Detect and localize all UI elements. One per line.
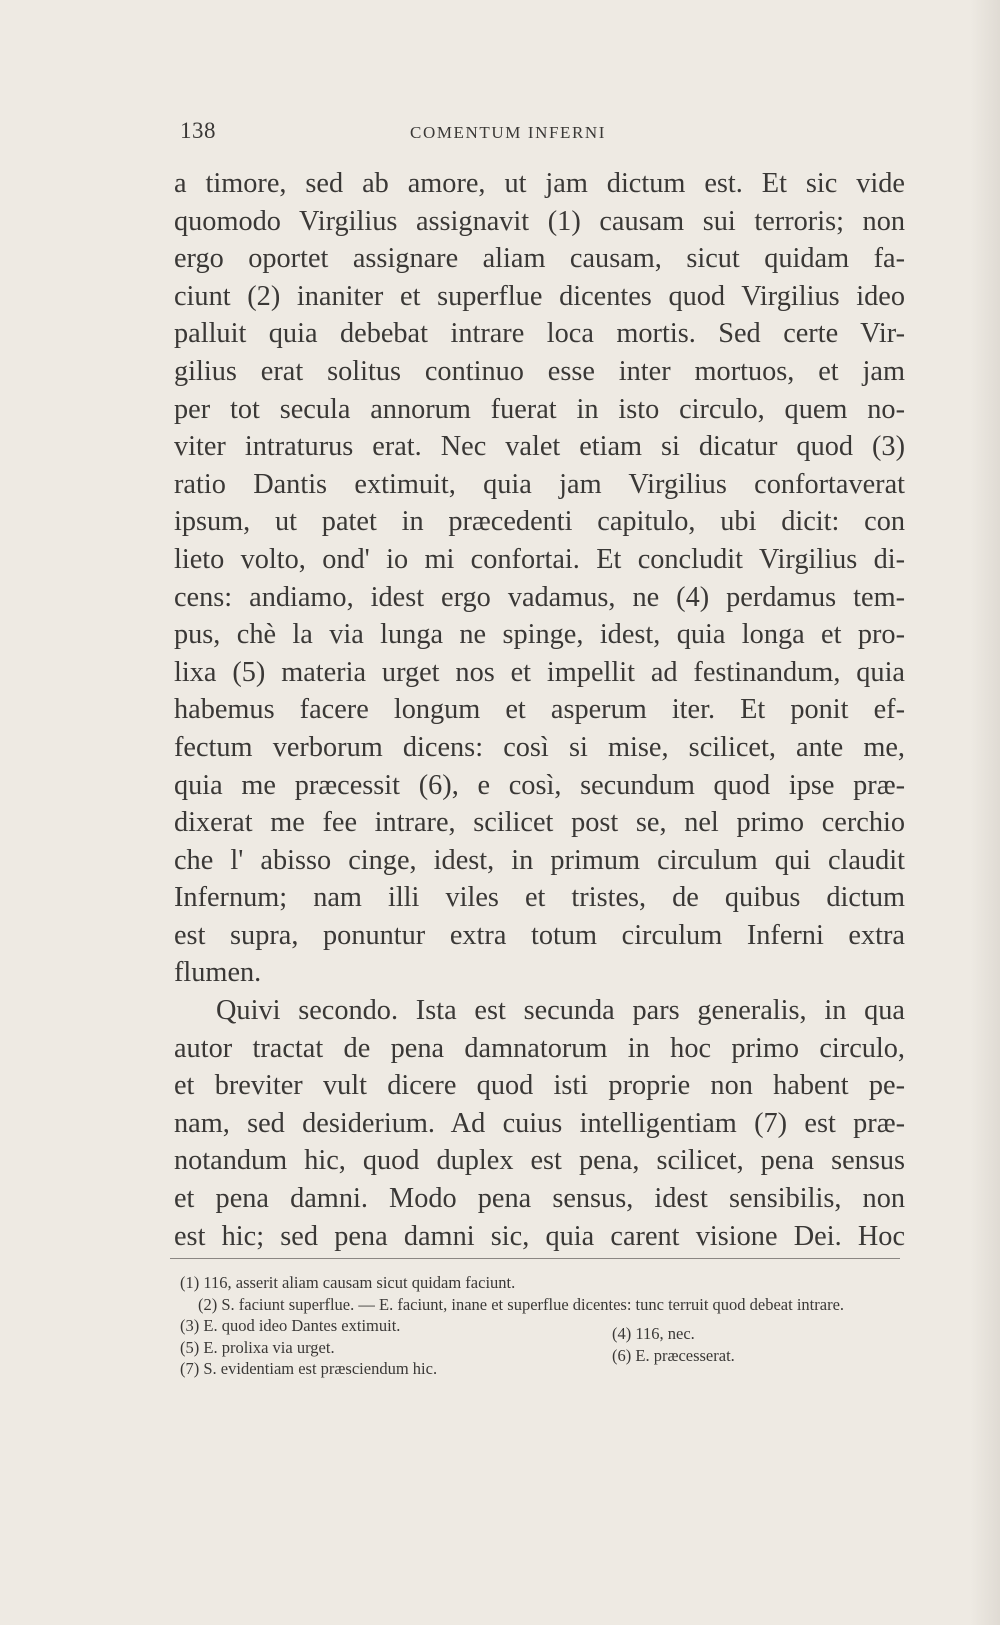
text-line: cens: andiamo, idest ergo vadamus, ne (4) perdamus tem- [174,581,905,613]
text-line: et breviter vult dicere quod isti proprie non habent pe- [174,1070,905,1102]
text-line: et pena damni. Modo pena sensus, idest sensibilis, non [174,1183,905,1215]
footnote-4: (4) 116, nec. [612,1324,695,1343]
text-line: quomodo Virgilius assignavit (1) causam sui terroris; non [174,205,905,237]
footnote-2: (2) S. faciunt superflue. — E. faciunt, inane et superflue dicentes: tunc terruit quod debeat intrare. [198,1294,845,1314]
text-line: flumen. [174,957,262,989]
text-line: habemus facere longum et asperum iter. Et ponit ef- [174,694,905,726]
text-line: est supra, ponuntur extra totum circulum Inferni extra [174,919,905,951]
footnote-divider [170,1258,900,1259]
text-line: Quivi secondo. Ista est secunda pars generalis, in qua [216,995,905,1027]
text-line: ergo oportet assignare aliam causam, sicut quidam fa- [174,243,905,275]
text-line: nam, sed desiderium. Ad cuius intelligentiam (7) est præ- [174,1107,905,1139]
text-line: ciunt (2) inaniter et superflue dicentes quod Virgilius ideo [174,280,905,312]
footnote-6: (6) E. præcesserat. [612,1345,735,1365]
footnote-column-left [180,1315,612,1380]
body-text [174,165,905,1255]
text-line: dixerat me fee intrare, scilicet post se, nel primo cerchio [174,807,905,839]
text-line: a timore, sed ab amore, ut jam dictum est. Et sic vide [174,168,905,199]
footnote-columns [180,1315,902,1380]
text-line: viter intraturus erat. Nec valet etiam si dicatur quod (3) [174,431,905,463]
page-header [180,118,670,144]
text-line: fectum verborum dicens: così si mise, scilicet, ante me, [174,731,905,763]
text-line: pus, chè la via lunga ne spinge, idest, quia longa et pro- [174,619,905,651]
text-line: est hic; sed pena damni sic, quia carent visione Dei. Hoc [174,1220,905,1252]
text-line: ipsum, ut patet in præcedenti capitulo, ubi dicit: con [174,506,905,538]
footnote-5: (5) E. prolixa via urget. [180,1337,335,1357]
text-line: che l' abisso cinge, idest, in primum circulum qui claudit [174,844,905,876]
footnotes [180,1272,902,1380]
text-line: palluit quia debebat intrare loca mortis. Sed certe Vir- [174,318,905,350]
text-line: quia me præcessit (6), e così, secundum quod ipse præ- [174,769,905,801]
running-title: COMENTUM INFERNI [410,123,607,142]
text-line: per tot secula annorum fuerat in isto circulo, quem no- [174,393,905,425]
footnote-7: (7) S. evidentiam est præsciendum hic. [180,1359,438,1378]
text-line: gilius erat solitus continuo esse inter mortuos, et jam [174,355,905,387]
text-line: notandum hic, quod duplex est pena, scilicet, pena sensus [174,1145,905,1177]
page-edge-shadow [970,0,1000,1625]
footnote-column-right [612,1315,735,1380]
text-line: autor tractat de pena damnatorum in hoc primo circulo, [174,1032,905,1064]
page-number: 138 [180,118,216,143]
footnote-1: (1) 116, asserit aliam causam sicut quidam faciunt. [180,1273,516,1292]
footnote-3: (3) E. quod ideo Dantes extimuit. [180,1316,401,1335]
text-line: lixa (5) materia urget nos et impellit ad festinandum, quia [174,656,905,688]
text-line: Infernum; nam illi viles et tristes, de quibus dictum [174,882,905,914]
text-line: lieto volto, ond' io mi confortai. Et concludit Virgilius di- [174,543,905,575]
text-line: ratio Dantis extimuit, quia jam Virgilius confortaverat [174,468,905,500]
